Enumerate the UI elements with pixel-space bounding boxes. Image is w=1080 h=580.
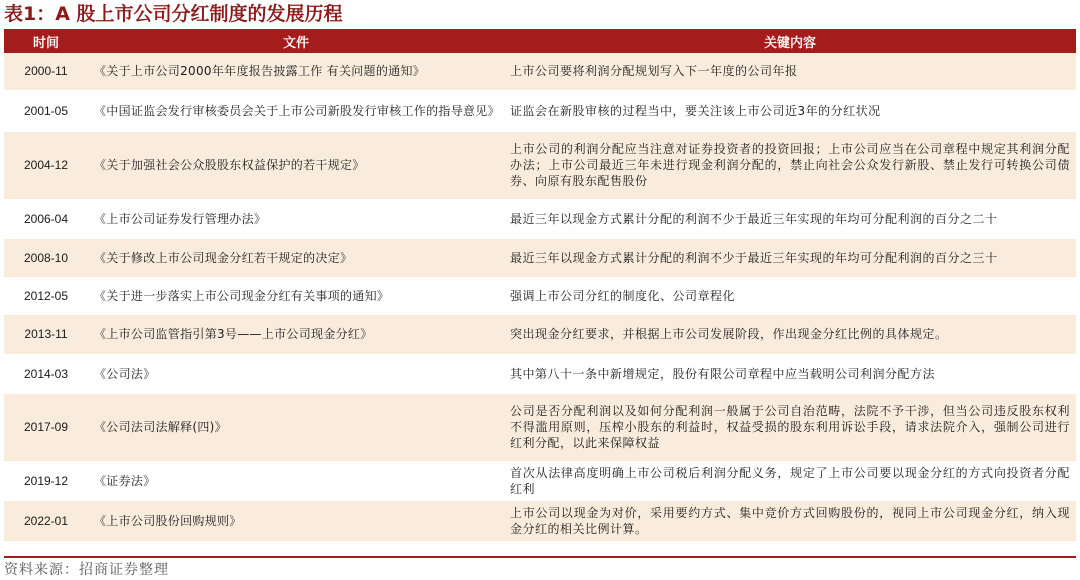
policy-table xyxy=(4,29,1076,542)
row-key-content: 突出现金分红要求，并根据上市公司发展阶段，作出现金分红比例的具体规定。 xyxy=(504,314,1076,354)
table-row xyxy=(4,314,1076,354)
row-time: 2008-10 xyxy=(4,238,88,277)
row-document: 《关于加强社会公众股股东权益保护的若干规定》 xyxy=(88,131,504,199)
table-row xyxy=(4,131,1076,199)
row-time: 2001-05 xyxy=(4,90,88,131)
row-key-content: 公司是否分配利润以及如何分配利润一般属于公司自治范畴，法院不予干涉，但当公司违反股东权利不得滥用原则，压榨小股东的利益时，权益受损的股东利用诉讼手段，请求法院介入，强制公司进行红利分配，以此来保障权益 xyxy=(504,393,1076,461)
table-row xyxy=(4,500,1076,541)
row-key-content: 上市公司要将利润分配规划写入下一年度的公司年报 xyxy=(504,53,1076,90)
table-row xyxy=(4,461,1076,500)
row-key-content: 首次从法律高度明确上市公司税后利润分配义务，规定了上市公司要以现金分红的方式向投资者分配红利 xyxy=(504,461,1076,500)
row-key-content: 最近三年以现金方式累计分配的利润不少于最近三年实现的年均可分配利润的百分之三十 xyxy=(504,238,1076,277)
row-document: 《公司法》 xyxy=(88,354,504,393)
row-document: 《关于修改上市公司现金分红若干规定的决定》 xyxy=(88,238,504,277)
row-key-content: 上市公司的利润分配应当注意对证券投资者的投资回报；上市公司应当在公司章程中规定其利润分配办法；上市公司最近三年未进行现金利润分配的，禁止向社会公众发行新股、禁止发行可转换公司债券、向原有股东配售股份 xyxy=(504,131,1076,199)
row-document: 《证券法》 xyxy=(88,461,504,500)
row-time: 2000-11 xyxy=(4,53,88,90)
row-time: 2012-05 xyxy=(4,277,88,314)
header-time: 时间 xyxy=(4,29,88,53)
table-title: 表1：A 股上市公司分红制度的发展历程 xyxy=(4,3,343,25)
table-row xyxy=(4,354,1076,393)
header-row xyxy=(4,29,1076,53)
row-key-content: 证监会在新股审核的过程当中，要关注该上市公司近3年的分红状况 xyxy=(504,90,1076,131)
row-time: 2019-12 xyxy=(4,461,88,500)
table-row xyxy=(4,277,1076,314)
row-document: 《中国证监会发行审核委员会关于上市公司新股发行审核工作的指导意见》 xyxy=(88,90,504,131)
table-row xyxy=(4,53,1076,90)
table-row xyxy=(4,90,1076,131)
row-key-content: 其中第八十一条中新增规定，股份有限公司章程中应当载明公司利润分配方法 xyxy=(504,354,1076,393)
source-note: 资料来源：招商证券整理 xyxy=(4,562,169,578)
row-time: 2004-12 xyxy=(4,131,88,199)
table-row xyxy=(4,238,1076,277)
table-row xyxy=(4,199,1076,238)
row-document: 《关于上市公司2000年年度报告披露工作 有关问题的通知》 xyxy=(88,53,504,90)
header-document: 文件 xyxy=(88,29,504,53)
bottom-rule xyxy=(4,556,1076,558)
row-time: 2017-09 xyxy=(4,393,88,461)
row-key-content: 上市公司以现金为对价，采用要约方式、集中竞价方式回购股份的，视同上市公司现金分红，纳入现金分红的相关比例计算。 xyxy=(504,500,1076,541)
header-key-content: 关键内容 xyxy=(504,29,1076,53)
row-document: 《关于进一步落实上市公司现金分红有关事项的通知》 xyxy=(88,277,504,314)
row-time: 2014-03 xyxy=(4,354,88,393)
row-document: 《上市公司股份回购规则》 xyxy=(88,500,504,541)
row-key-content: 最近三年以现金方式累计分配的利润不少于最近三年实现的年均可分配利润的百分之二十 xyxy=(504,199,1076,238)
row-key-content: 强调上市公司分红的制度化、公司章程化 xyxy=(504,277,1076,314)
table-row xyxy=(4,393,1076,461)
row-time: 2013-11 xyxy=(4,314,88,354)
row-document: 《上市公司证券发行管理办法》 xyxy=(88,199,504,238)
row-document: 《上市公司监管指引第3号——上市公司现金分红》 xyxy=(88,314,504,354)
row-time: 2006-04 xyxy=(4,199,88,238)
row-time: 2022-01 xyxy=(4,500,88,541)
row-document: 《公司法司法解释(四)》 xyxy=(88,393,504,461)
